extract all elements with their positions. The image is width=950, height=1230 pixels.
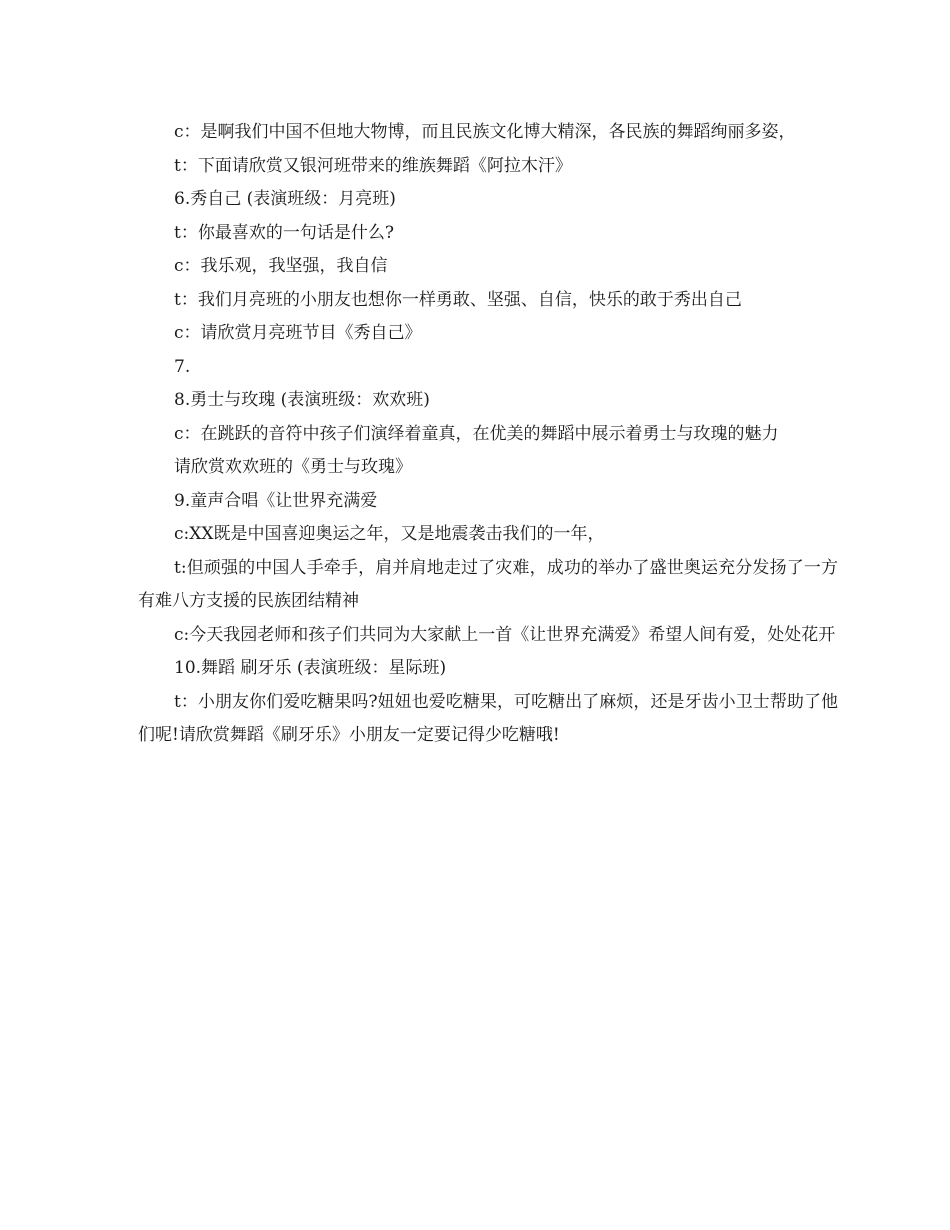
paragraph-15: c:今天我园老师和孩子们共同为大家献上一首《让世界充满爱》希望人间有爱，处处花开 xyxy=(174,624,836,645)
paragraph-6: t：我们月亮班的小朋友也想你一样勇敢、坚强、自信，快乐的敢于秀出自己 xyxy=(174,289,742,310)
paragraph-7: c：请欣赏月亮班节目《秀自己》 xyxy=(174,323,422,343)
paragraph-9: 8.勇士与玫瑰 (表演班级：欢欢班) xyxy=(174,390,430,410)
paragraph-8: 7. xyxy=(174,356,191,377)
paragraph-5: c：我乐观，我坚强，我自信 xyxy=(174,256,388,276)
paragraph-1: c：是啊我们中国不但地大物博，而且民族文化博大精深，各民族的舞蹈绚丽多姿， xyxy=(174,122,796,142)
paragraph-13: c:XX既是中国喜迎奥运之年，又是地震袭击我们的一年， xyxy=(174,524,605,544)
paragraph-11: 请欣赏欢欢班的《勇士与玫瑰》 xyxy=(174,457,412,477)
paragraph-16: 10.舞蹈 刷牙乐 (表演班级：星际班) xyxy=(174,658,447,678)
paragraph-3: 6.秀自己 (表演班级：月亮班) xyxy=(174,189,396,209)
paragraph-14: t:但顽强的中国人手牵手，肩并肩地走过了灾难，成功的举办了盛世奥运充分发扬了一方有难八方支援的民族团结精神 xyxy=(138,557,838,611)
paragraph-4: t：你最喜欢的一句话是什么? xyxy=(174,222,394,243)
paragraph-17: t：小朋友你们爱吃糖果吗?妞妞也爱吃糖果，可吃糖出了麻烦，还是牙齿小卫士帮助了他们呢!请欣赏舞蹈《刷牙乐》小朋友一定要记得少吃糖哦! xyxy=(138,691,838,745)
document-body xyxy=(138,116,838,753)
paragraph-12: 9.童声合唱《让世界充满爱 xyxy=(174,490,378,511)
paragraph-2: t：下面请欣赏又银河班带来的维族舞蹈《阿拉木汗》 xyxy=(174,155,572,176)
paragraph-10: c：在跳跃的音符中孩子们演绎着童真，在优美的舞蹈中展示着勇士与玫瑰的魅力 xyxy=(174,423,779,444)
